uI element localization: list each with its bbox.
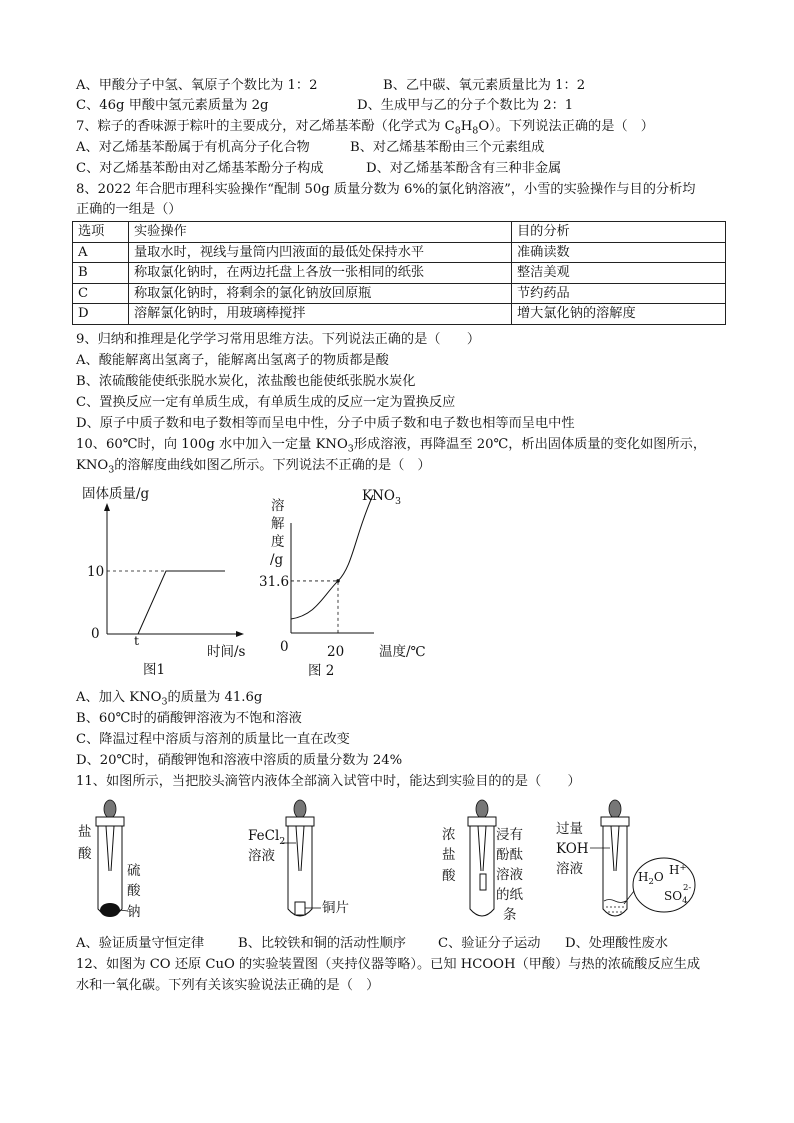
q7-option-c: C、对乙烯基苯酚由对乙烯基苯酚分子构成 <box>76 161 324 176</box>
q10-stem-part: 10、60℃时，向 100g 水中加入一定量 KNO <box>76 437 348 452</box>
tube3-label: 酸 <box>442 868 456 884</box>
q11-stem: 11、如图所示，当把胶头滴管内液体全部滴入试管中时，能达到实验目的的是（ ） <box>76 774 581 789</box>
dropper-tube-icon <box>483 826 486 871</box>
q11-option-b: B、比较铁和铜的活动性顺序 <box>238 936 406 951</box>
fig1-xlabel: 时间/s <box>207 644 246 660</box>
table-cell: A <box>73 242 129 263</box>
tube2-label: 铜片 <box>322 900 349 916</box>
q10-sub: 3 <box>347 443 354 455</box>
q7-option-d: D、对乙烯基苯酚含有三种非金属 <box>366 161 562 176</box>
table-row <box>73 304 726 325</box>
tube2-label-sub: 2 <box>279 836 286 847</box>
fig2-ytick: 31.6 <box>259 574 290 590</box>
tube3-label: 酚酞 <box>496 847 523 863</box>
q10-option-d: D、20℃时，硝酸钾饱和溶液中溶质的质量分数为 24% <box>76 753 403 768</box>
ion-text: SO <box>664 889 683 903</box>
fig1-ylabel: 固体质量/g <box>82 486 150 502</box>
q6-option-b: B、乙中碳、氧元素质量比为 1：2 <box>383 78 586 93</box>
table-header-cell: 实验操作 <box>129 222 512 243</box>
q10-sub: 3 <box>108 464 115 476</box>
ion-sub: 2 <box>648 877 654 887</box>
dropper-tube-icon <box>611 826 614 871</box>
fig1-caption: 图1 <box>143 662 166 678</box>
table-header-cell: 目的分析 <box>512 222 726 243</box>
q9-option-d: D、原子中质子数和电子数相等而呈电中性，分子中质子数和电子数也相等而呈电中性 <box>76 416 575 431</box>
ion-sup: 2- <box>683 883 692 893</box>
q7-sub: 8 <box>472 125 479 137</box>
fig2-origin: 0 <box>280 639 289 655</box>
tube4-label: KOH <box>556 841 589 857</box>
ion-sup: + <box>679 863 687 873</box>
fig2-ylabel-4: /g <box>270 552 284 568</box>
table-cell: 溶解氯化钠时，用玻璃棒搅拌 <box>129 304 512 325</box>
tube3-label: 浓 <box>442 827 456 843</box>
tube1-label: 盐 <box>78 824 92 840</box>
q8-options-table <box>72 221 726 325</box>
tube1-label: 钠 <box>127 904 141 920</box>
table-cell: 称取氯化钠时，将剩余的氯化钠放回原瓶 <box>129 283 512 304</box>
q12-stem-line2: 水和一氧化碳。下列有关该实验说法正确的是（ ） <box>76 978 380 993</box>
table-cell: B <box>73 263 129 284</box>
fig2-ylabel-1: 溶 <box>271 498 285 514</box>
q9-option-a: A、酸能解离出氢离子，能解离出氢离子的物质都是酸 <box>76 353 389 368</box>
q10-option-a-part: 的质量为 41.6g <box>167 690 263 705</box>
q11-option-c: C、验证分子运动 <box>438 936 541 951</box>
fig1-x-arrow <box>236 631 244 637</box>
table-cell: 量取水时，视线与量筒内凹液面的最低处保持水平 <box>129 242 512 263</box>
q11-option-d: D、处理酸性废水 <box>565 936 668 951</box>
q6-option-a: A、甲酸分子中氢、氧原子个数比为 1：2 <box>76 78 318 93</box>
dropper-bulb-icon <box>294 800 306 818</box>
tube2-label-main: FeCl <box>248 828 280 844</box>
fig1-origin: 0 <box>91 626 100 642</box>
ion-text: H <box>638 870 649 884</box>
tube1-label: 硫 <box>127 863 141 879</box>
tube1-label: 酸 <box>78 846 92 862</box>
tube3-label: 浸有 <box>496 827 523 843</box>
test-tube-icon <box>470 826 494 916</box>
table-cell: D <box>73 304 129 325</box>
table-cell: 增大氯化钠的溶解度 <box>512 304 726 325</box>
table-row <box>73 263 726 284</box>
stopper-icon <box>286 817 314 826</box>
tube3-label: 溶液 <box>496 867 523 883</box>
q12-stem-line1: 12、如图为 CO 还原 CuO 的实验装置图（夹持仪器等略）。已知 HCOOH（甲酸）与热的浓硫酸反应生成 <box>76 957 701 972</box>
dropper-tube-icon <box>478 826 481 871</box>
dropper-bulb-icon <box>104 800 116 818</box>
q9-option-b: B、浓硫酸能使纸张脱水炭化，浓盐酸也能使纸张脱水炭化 <box>76 374 416 389</box>
fig2-marked-point <box>336 579 340 583</box>
dropper-tube-icon <box>616 826 619 871</box>
table-row <box>73 242 726 263</box>
fig2-caption: 图 2 <box>308 663 335 679</box>
dropper-bulb-icon <box>476 800 488 818</box>
table-cell: C <box>73 283 129 304</box>
fig2-curve-label-sub: 3 <box>394 496 402 507</box>
q9-stem: 9、归纳和推理是化学学习常用思维方法。下列说法正确的是（ ） <box>76 332 481 347</box>
q10-option-a-sub: 3 <box>161 696 168 708</box>
q8-stem-line2: 正确的一组是（） <box>76 202 182 217</box>
tube4-label: 溶液 <box>556 861 583 877</box>
q11-apparatus-a <box>72 795 162 927</box>
fig1-ytick-10: 10 <box>87 564 105 580</box>
dropper-tube-icon <box>296 826 299 871</box>
table-cell: 整洁美观 <box>512 263 726 284</box>
fig2-curve-label-main: KNO <box>362 488 395 504</box>
table-cell: 称取氯化钠时，在两边托盘上各放一张相同的纸张 <box>129 263 512 284</box>
fig2-ylabel-2: 解 <box>271 516 285 532</box>
table-cell: 准确读数 <box>512 242 726 263</box>
q11-apparatus-b <box>246 795 356 927</box>
ion-text: O <box>653 870 664 884</box>
table-row <box>73 283 726 304</box>
tube3-label: 的纸 <box>496 887 523 903</box>
fig1-y-arrow <box>104 503 110 511</box>
q10-stem-part: 形成溶液，再降温至 20℃，析出固体质量的变化如图所示， <box>353 437 707 452</box>
q7-stem-part: H <box>460 119 473 134</box>
q6-option-c: C、46g 甲酸中氢元素质量为 2g <box>76 98 269 113</box>
q7-stem-part: 7、粽子的香味源于粽叶的主要成分，对乙烯基苯酚（化学式为 C <box>76 119 455 134</box>
fig2-xlabel: 温度/℃ <box>379 644 426 660</box>
q11-apparatus-c <box>436 795 536 927</box>
q10-option-a-part: A、加入 KNO <box>76 690 162 705</box>
ion-sub: 4 <box>682 896 688 906</box>
dropper-tube-icon <box>301 826 304 871</box>
q10-stem-part: KNO <box>76 458 109 473</box>
tube1-label: 酸 <box>127 883 141 899</box>
q8-stem-line1: 8、2022 年合肥市理科实验操作“配制 50g 质量分数为 6%的氯化钠溶液”，小雪的实验操作与目的分析均 <box>76 182 696 197</box>
fig1-series-line <box>138 571 225 634</box>
q7-stem-part: O）。下列说法正确的是（ ） <box>478 119 654 134</box>
dropper-tube-icon <box>106 826 109 871</box>
q11-option-a: A、验证质量守恒定律 <box>76 936 205 951</box>
q10-stem-line2 <box>76 456 431 481</box>
stopper-icon <box>96 817 124 826</box>
solid-sample-icon <box>100 903 120 917</box>
tube2-label: 溶液 <box>248 848 275 864</box>
q7-option-b: B、对乙烯基苯酚由三个元素组成 <box>350 140 545 155</box>
q10-option-b: B、60℃时的硝酸钾溶液为不饱和溶液 <box>76 711 302 726</box>
table-header-cell: 选项 <box>73 222 129 243</box>
q9-option-c: C、置换反应一定有单质生成，有单质生成的反应一定为置换反应 <box>76 395 456 410</box>
stopper-icon <box>601 817 629 826</box>
tube3-label: 条 <box>503 907 517 923</box>
tube3-label: 盐 <box>442 847 456 863</box>
fig2-curve-label <box>362 488 401 507</box>
table-cell: 节约药品 <box>512 283 726 304</box>
copper-strip-icon <box>295 902 305 915</box>
bubble-pointer <box>624 891 634 904</box>
fig2-kno3-curve <box>291 495 373 619</box>
q11-apparatus-d <box>552 795 702 927</box>
q7-option-a: A、对乙烯基苯酚属于有机高分子化合物 <box>76 140 310 155</box>
figure-2-chart <box>254 478 454 684</box>
table-header-row <box>73 222 726 243</box>
q10-stem-part: 的溶解度曲线如图乙所示。下列说法不正确的是（ ） <box>114 458 431 473</box>
figure-1-chart <box>70 478 260 684</box>
liquid-icon <box>606 907 624 912</box>
tube2-label <box>248 828 285 847</box>
fig1-xtick-t: t <box>134 633 140 648</box>
q10-option-c: C、降温过程中溶质与溶剂的质量比一直在改变 <box>76 732 350 747</box>
paper-strip-icon <box>480 874 486 890</box>
dropper-tube-icon <box>111 826 114 871</box>
fig2-ylabel-3: 度 <box>271 534 285 550</box>
test-tube-icon <box>98 826 122 916</box>
liquid-surface-icon <box>604 900 626 903</box>
dropper-bulb-icon <box>609 800 621 818</box>
ion-text: H <box>669 863 680 877</box>
q6-option-d: D、生成甲与乙的分子个数比为 2：1 <box>357 98 574 113</box>
stopper-icon <box>468 817 496 826</box>
fig2-xtick: 20 <box>327 644 345 660</box>
tube4-label: 过量 <box>556 821 583 837</box>
q7-sub: 8 <box>454 125 461 137</box>
